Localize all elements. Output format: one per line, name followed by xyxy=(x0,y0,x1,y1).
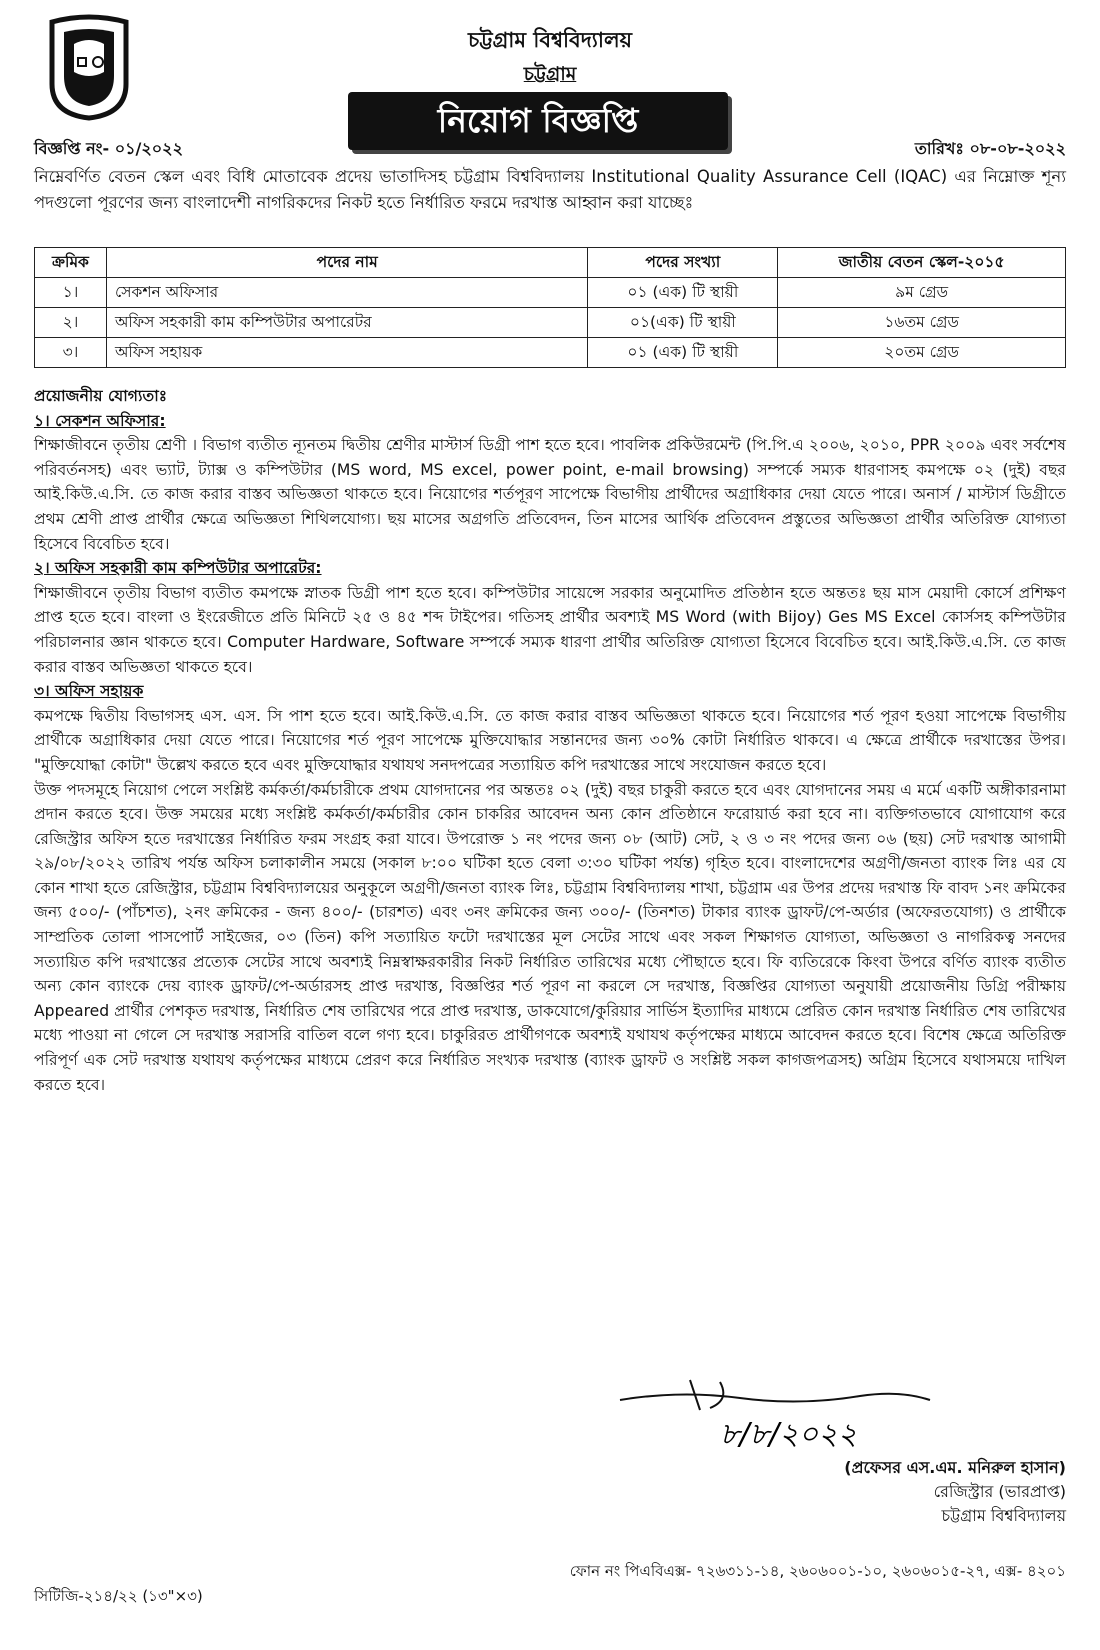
university-city: চট্টগ্রাম xyxy=(523,63,577,85)
signature-icon xyxy=(600,1370,1000,1450)
memo-number: বিজ্ঞপ্তি নং- ০১/২০২২ xyxy=(34,139,183,158)
phone-numbers: ফোন নং পিএবিএক্স- ৭২৬৩১১-১৪, ২৬০৬০০১-১০, ২৬০৬০১৫-২৭, এক্স- ৪২০১ xyxy=(569,1562,1066,1580)
col-scale-header: জাতীয় বেতন স্কেল-২০১৫ xyxy=(778,248,1066,278)
section-2-heading: ২। অফিস সহকারী কাম কম্পিউটার অপারেটর: xyxy=(34,559,322,578)
row-grade: ২০তম গ্রেড xyxy=(778,338,1066,368)
row-count: ০১ (এক) টি স্থায়ী xyxy=(588,338,778,368)
posts-table xyxy=(34,247,1066,368)
signatory-office: চট্টগ্রাম বিশ্ববিদ্যালয় xyxy=(941,1506,1066,1525)
general-terms: উক্ত পদসমূহে নিয়োগ পেলে সংশ্লিষ্ট কর্মকর্তা/কর্মচারীকে প্রথম যোগদানের পর অন্ততঃ ০২ (দুই) বছর চাকুরী করতে হবে এবং যোগদানের সময় এ মর্মে একটি অঙ্গীকারনামা প্রদান করতে হবে। উক্ত সময়ের মধ্যে সংশ্লিষ্ট কর্মকর্তা/কর্মচারীর কোন চাকরির আবেদন অন্য কোন প্রতিষ্ঠানে ফরোয়ার্ড করা হবে না। ব্যক্তিগতভাবে যোগাযোগ করে রেজিস্ট্রার অফিস হতে দরখাস্তের নির্ধারিত ফরম সংগ্রহ করা যাবে। উপরোক্ত ১ নং পদের জন্য ০৮ (আট) সেট, ২ ও ৩ নং পদের জন্য ০৬ (ছয়) সেট দরখাস্ত আগামী ২৯/০৮/২০২২ তারিখ পর্যন্ত অফিস চলাকালীন সময়ে (সকাল ৮:০০ ঘটিকা হতে বেলা ৩:৩০ ঘটিকা পর্যন্ত) গৃহিত হবে। বাংলাদেশের অগ্রণী/জনতা ব্যাংক লিঃ এর যে কোন শাখা হতে রেজিস্ট্রার, চট্টগ্রাম বিশ্ববিদ্যালয়ের অনুকূলে অগ্রণী/জনতা ব্যাংক লিঃ, চট্টগ্রাম বিশ্ববিদ্যালয় শাখা, চট্টগ্রাম এর উপর প্রদেয় দরখাস্ত ফি বাবদ ১নং ক্রমিকের জন্য ৫০০/- (পাঁচশত), ২নং ক্রমিকের - জন্য ৪০০/- (চারশত) এবং ৩নং ক্রমিকের জন্য ৩০০/- (তিনশত) টাকার ব্যাংক ড্রাফট/পে-অর্ডার (অফেরতযোগ্য) ও প্রার্থীকে সাম্প্রতিক তোলা পাসপোর্ট সাইজের, ০৩ (তিন) কপি সত্যায়িত ফটো দরখাস্তের মূল সেটের সাথে এবং সকল শিক্ষাগত যোগ্যতা, অভিজ্ঞতা ও নাগরিকত্ব সনদের সত্যায়িত কপি দরখাস্তের প্রত্যেক সেটের সাথে অবশ্যই নিম্নস্বাক্ষরকারীর নিকট নির্ধারিত তারিখের মধ্যে পৌছাতে হবে। ফি ব্যতিরেকে কিংবা উপরে বর্ণিত ব্যাংক ব্যতীত অন্য কোন ব্যাংকে দেয় ব্যাংক ড্রাফট/পে-অর্ডারসহ প্রাপ্ত দরখাস্ত, বিজ্ঞপ্তির শর্ত পূরণ না করলে সে দরখাস্ত, বিজ্ঞপ্তির যোগ্যতা অনুযায়ী প্রয়োজনীয় ডিগ্রি পরীক্ষায় Appeared প্রার্থীর পেশকৃত দরখাস্ত, নির্ধারিত শেষ তারিখের পরে প্রাপ্ত দরখাস্ত, ডাকযোগে/কুরিয়ার সার্ভিস ইত্যাদির মাধ্যমে প্রেরিত কোন দরখাস্ত নির্ধারিত শেষ তারিখের মধ্যে পাওয়া না গেলে সে দরখাস্ত সরাসরি বাতিল বলে গণ্য হবে। চাকুরিরত প্রার্থীগণকে অবশ্যই যথাযথ কর্তৃপক্ষের মাধ্যমে আবেদন করতে হবে। বিশেষ ক্ষেত্রে অতিরিক্ত পরিপূর্ণ এক সেট দরখাস্ত যথাযথ কর্তৃপক্ষের মাধ্যমে প্রেরণ করে নির্ধারিত সংখ্যক দরখাস্ত (ব্যাংক ড্রাফট ও সংশ্লিষ্ট সকল কাগজপত্রসহ) অগ্রিম হিসেবে যথাসময়ে দাখিল করতে হবে। xyxy=(34,780,1066,1094)
section-3-text: কমপক্ষে দ্বিতীয় বিভাগসহ এস. এস. সি পাশ হতে হবে। আই.কিউ.এ.সি. তে কাজ করার বাস্তব অভিজ্ঞতা থাকতে হবে। নিয়োগের শর্ত পূরণ হওয়া সাপেক্ষে বিভাগীয় প্রার্থীকে অগ্রাধিকার দেয়া যেতে পারে। নিয়োগের শর্ত পূরণ সাপেক্ষে মুক্তিযোদ্ধার সন্তানদের জন্য ৩০% কোটা নির্ধারিত থাকবে। এ ক্ষেত্রে প্রার্থীকে দরখাস্তের উপর। "মুক্তিযোদ্ধা কোটা" উল্লেখ করতে হবে এবং মুক্তিযোদ্ধার যথাযথ সনদপত্রের সত্যায়িত কপি দরখাস্তের সাথে সংযোজন করতে হবে। xyxy=(34,706,1066,774)
col-serial-header: ক্রমিক xyxy=(35,248,107,278)
section-3-heading: ৩। অফিস সহায়ক xyxy=(34,682,144,701)
row-serial: ১। xyxy=(35,278,107,308)
row-post: অফিস সহায়ক xyxy=(106,338,587,368)
requirements-heading: প্রয়োজনীয় যোগ্যতাঃ xyxy=(34,387,168,405)
section-1-heading: ১। সেকশন অফিসার: xyxy=(34,411,166,430)
col-count-header: পদের সংখ্যা xyxy=(588,248,778,278)
requirements-body xyxy=(34,384,1066,1097)
signature-date: ৮/৮/২০২২ xyxy=(720,1417,858,1450)
row-count: ০১(এক) টি স্থায়ী xyxy=(588,308,778,338)
signatory-designation: রেজিস্ট্রার (ভারপ্রাপ্ত) xyxy=(933,1482,1066,1501)
table-header-row xyxy=(35,248,1066,278)
row-grade: ৯ম গ্রেড xyxy=(778,278,1066,308)
reference-code: সিটিজি-২১৪/২২ (১৩"×৩) xyxy=(34,1587,203,1605)
row-post: সেকশন অফিসার xyxy=(106,278,587,308)
table-row xyxy=(35,308,1066,338)
table-row xyxy=(35,338,1066,368)
col-post-header: পদের নাম xyxy=(106,248,587,278)
row-serial: ৩। xyxy=(35,338,107,368)
memo-date: তারিখঃ ০৮-০৮-২০২২ xyxy=(914,139,1066,158)
row-serial: ২। xyxy=(35,308,107,338)
signatory-name: (প্রফেসর এস.এম. মনিরুল হাসান) xyxy=(844,1458,1066,1477)
section-2-text: শিক্ষাজীবনে তৃতীয় বিভাগ ব্যতীত কমপক্ষে স্নাতক ডিগ্রী পাশ হতে হবে। কম্পিউটার সায়েন্সে সরকার অনুমোদিত প্রতিষ্ঠান হতে অন্ততঃ ছয় মাস মেয়াদী কোর্সে প্রশিক্ষণ প্রাপ্ত হতে হবে। বাংলা ও ইংরেজীতে প্রতি মিনিটে ২৫ ও ৪৫ শব্দ টাইপের। গতিসহ প্রার্থীর অবশ্যই MS Word (with Bijoy) Ges MS Excel কোর্সসহ কম্পিউটার পরিচালনার জ্ঞান থাকতে হবে। Computer Hardware, Software সম্পর্কে সম্যক ধারণা প্রার্থীর অতিরিক্ত যোগ্যতা হিসেবে বিবেচিত হবে। আই.কিউ.এ.সি. তে কাজ করার বাস্তব অভিজ্ঞতা থাকতে হবে। xyxy=(34,583,1066,676)
intro-paragraph: নিম্নেবর্ণিত বেতন স্কেল এবং বিধি মোতাবেক প্রদেয় ভাতাদিসহ চট্টগ্রাম বিশ্ববিদ্যালয় Institutional Quality Assurance Cell (IQAC) এর নিম্নোক্ত শূন্য পদগুলো পূরণের জন্য বাংলাদেশী নাগরিকদের নিকট হতে নির্ধারিত ফরমে দরখাস্ত আহ্বান করা যাচ্ছেঃ xyxy=(34,167,1066,212)
section-1-text: শিক্ষাজীবনে তৃতীয় শ্রেণী । বিভাগ ব্যতীত ন্যূনতম দ্বিতীয় শ্রেণীর মাস্টার্স ডিগ্রী পাশ হতে হবে। পাবলিক প্রকিউরমেন্ট (পি.পি.এ ২০০৬, ২০১০, PPR ২০০৯ এবং সর্বশেষ পরিবর্তনসহ) এবং ভ্যাট, ট্যাক্স ও কম্পিউটার (MS word, MS excel, power point, e-mail browsing) সম্পর্কে সম্যক ধারণাসহ কমপক্ষে ০২ (দুই) বছর আই.কিউ.এ.সি. তে কাজ করার বাস্তব অভিজ্ঞতা থাকতে হবে। নিয়োগের শর্তপূরণ সাপেক্ষে বিভাগীয় প্রার্থীদের অগ্রাধিকার দেয়া যেতে পারে। অনার্স / মাস্টার্স ডিগ্রীতে প্রথম শ্রেণী প্রাপ্ত প্রার্থীর ক্ষেত্রে অভিজ্ঞতা শিথিলযোগ্য। ছয় মাসের অগ্রগতি প্রতিবেদন, তিন মাসের আর্থিক প্রতিবেদন প্রস্তুতের অভিজ্ঞতা প্রার্থীর অতিরিক্ত যোগ্যতা হিসেবে বিবেচিত হবে। xyxy=(34,436,1066,553)
row-grade: ১৬তম গ্রেড xyxy=(778,308,1066,338)
university-name: চট্টগ্রাম বিশ্ববিদ্যালয় xyxy=(468,28,632,52)
signatory-block xyxy=(844,1456,1066,1528)
notice-title: নিয়োগ বিজ্ঞপ্তি xyxy=(348,92,728,150)
row-post: অফিস সহকারী কাম কম্পিউটার অপারেটর xyxy=(106,308,587,338)
row-count: ০১ (এক) টি স্থায়ী xyxy=(588,278,778,308)
table-row xyxy=(35,278,1066,308)
